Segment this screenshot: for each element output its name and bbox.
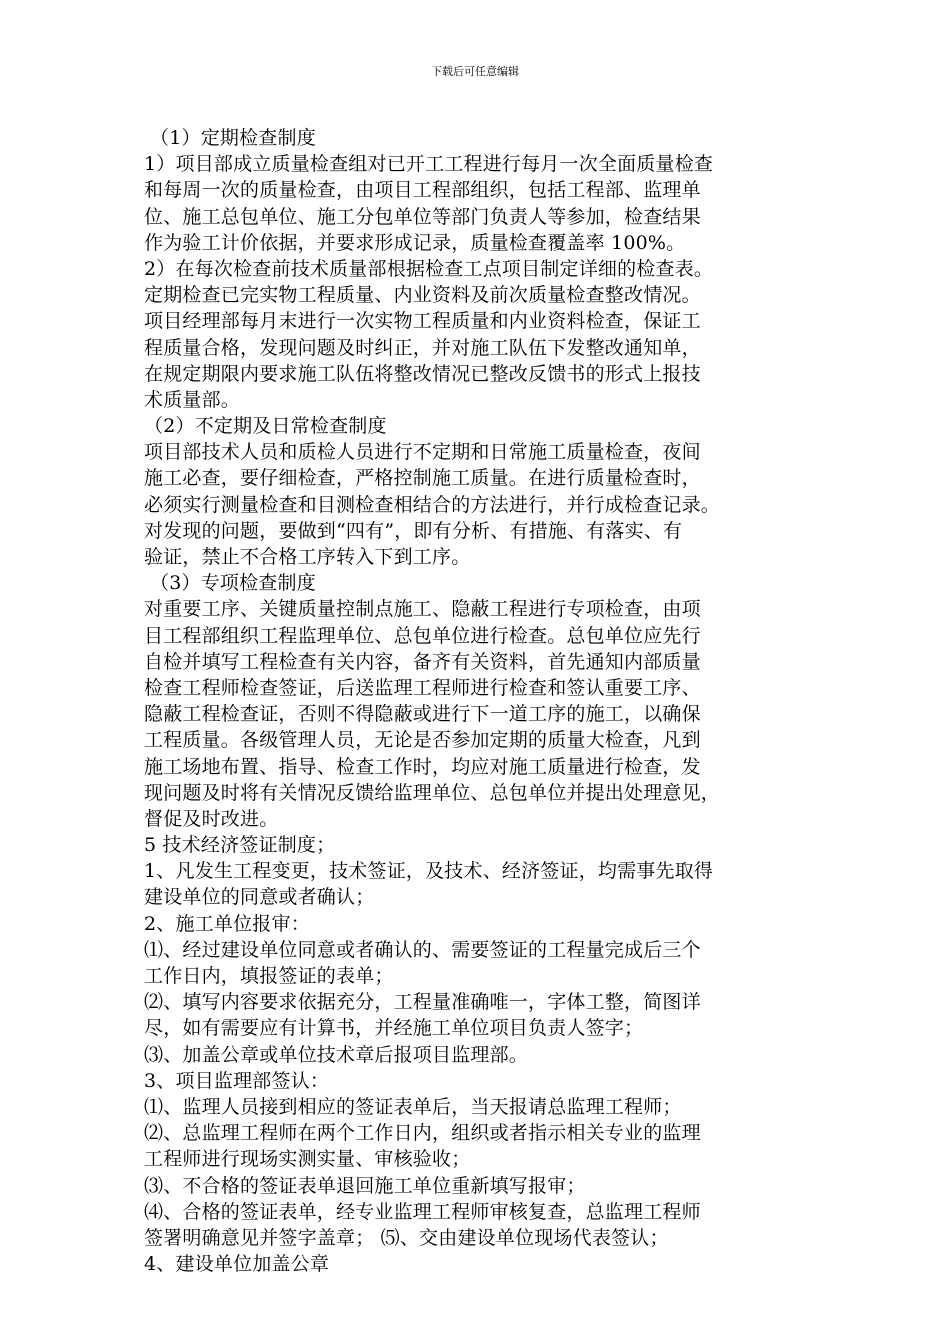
text-line: 1）项目部成立质量检查组对已开工工程进行每月一次全面质量检查 xyxy=(144,153,714,176)
page-header: 下载后可任意编辑 xyxy=(431,65,519,78)
text-line: 自检并填写工程检查有关内容，备齐有关资料，首先通知内部质量 xyxy=(144,650,701,673)
text-line: 必须实行测量检查和目测检查相结合的方法进行，并行成检查记录。 xyxy=(144,493,721,516)
text-line: ⑵、填写内容要求依据充分，工程量准确唯一，字体工整，简图详 xyxy=(144,991,701,1014)
text-line: ⑶、加盖公章或单位技术章后报项目监理部。 xyxy=(144,1043,529,1066)
text-line: 项目部技术人员和质检人员进行不定期和日常施工质量检查，夜间 xyxy=(144,441,701,464)
document-body xyxy=(144,125,824,1277)
text-line: ⑴、经过建设单位同意或者确认的、需要签证的工程量完成后三个 xyxy=(144,938,701,961)
text-line: 隐蔽工程检查证，否则不得隐蔽或进行下一道工序的施工，以确保 xyxy=(144,703,701,726)
section-heading-irregular-inspection: （2）不定期及日常检查制度 xyxy=(144,415,387,438)
text-line: 对重要工序、关键质量控制点施工、隐蔽工程进行专项检查，由项 xyxy=(144,598,701,621)
text-line: 1、凡发生工程变更，技术签证，及技术、经济签证，均需事先取得 xyxy=(144,860,714,883)
section-heading-periodic-inspection: （1）定期检查制度 xyxy=(150,127,316,149)
text-line: ⑷、合格的签证表单，经专业监理工程师审核复查，总监理工程师 xyxy=(144,1200,701,1223)
text-line: 位、施工总包单位、施工分包单位等部门负责人等参加，检查结果 xyxy=(144,205,701,228)
text-line: 作为验工计价依据，并要求形成记录，质量检查覆盖率 100%。 xyxy=(144,231,686,254)
text-line: 检查工程师检查签证，后送监理工程师进行检查和签认重要工序、 xyxy=(144,676,701,699)
text-line: 施工场地布置、指导、检查工作时，均应对施工质量进行检查，发 xyxy=(144,755,701,778)
text-line: 4、建设单位加盖公章 xyxy=(144,1253,330,1276)
text-line: 目工程部组织工程监理单位、总包单位进行检查。总包单位应先行 xyxy=(144,624,701,647)
text-line: 尽，如有需要应有计算书，并经施工单位项目负责人签字； xyxy=(144,1017,644,1040)
text-line: 工程质量。各级管理人员，无论是否参加定期的质量大检查，凡到 xyxy=(144,729,701,752)
text-line: 2、施工单位报审： xyxy=(144,912,310,935)
text-line: ⑶、不合格的签证表单退回施工单位重新填写报审； xyxy=(144,1174,586,1197)
text-line: 和每周一次的质量检查，由项目工程部组织，包括工程部、监理单 xyxy=(144,179,701,202)
text-line: 现问题及时将有关情况反馈给监理单位、总包单位并提出处理意见， xyxy=(144,781,721,804)
text-line: 3、项目监理部签认： xyxy=(144,1069,330,1092)
text-line: 工作日内，填报签证的表单； xyxy=(144,965,394,987)
text-line: 签署明确意见并签字盖章； ⑸、交由建设单位现场代表签认； xyxy=(144,1226,669,1249)
text-line: 项目经理部每月末进行一次实物工程质量和内业资料检查，保证工 xyxy=(144,310,701,333)
text-line: 对发现的问题，要做到“四有”，即有分析、有措施、有落实、有 xyxy=(144,519,683,542)
text-line: 程质量合格，发现问题及时纠正，并对施工队伍下发整改通知单， xyxy=(144,336,701,359)
text-line: 术质量部。 xyxy=(144,388,241,411)
text-line: 建设单位的同意或者确认； xyxy=(144,886,375,909)
text-line: ⑵、总监理工程师在两个工作日内，组织或者指示相关专业的监理 xyxy=(144,1122,701,1145)
text-line: 验证，禁止不合格工序转入下到工序。 xyxy=(144,546,471,568)
text-line: 定期检查已完实物工程质量、内业资料及前次质量检查整改情况。 xyxy=(144,284,701,307)
section-heading-technical-economic-visa: 5 技术经济签证制度； xyxy=(144,834,336,857)
text-line: 2）在每次检查前技术质量部根据检查工点项目制定详细的检查表。 xyxy=(144,257,714,280)
text-line: 在规定期限内要求施工队伍将整改情况已整改反馈书的形式上报技 xyxy=(144,362,701,385)
text-line: 督促及时改进。 xyxy=(144,807,279,830)
text-line: ⑴、监理人员接到相应的签证表单后，当天报请总监理工程师； xyxy=(144,1095,682,1118)
section-heading-special-inspection: （3）专项检查制度 xyxy=(150,572,316,595)
text-line: 施工必查，要仔细检查，严格控制施工质量。在进行质量检查时， xyxy=(144,467,701,490)
text-line: 工程师进行现场实测实量、审核验收； xyxy=(144,1148,471,1171)
